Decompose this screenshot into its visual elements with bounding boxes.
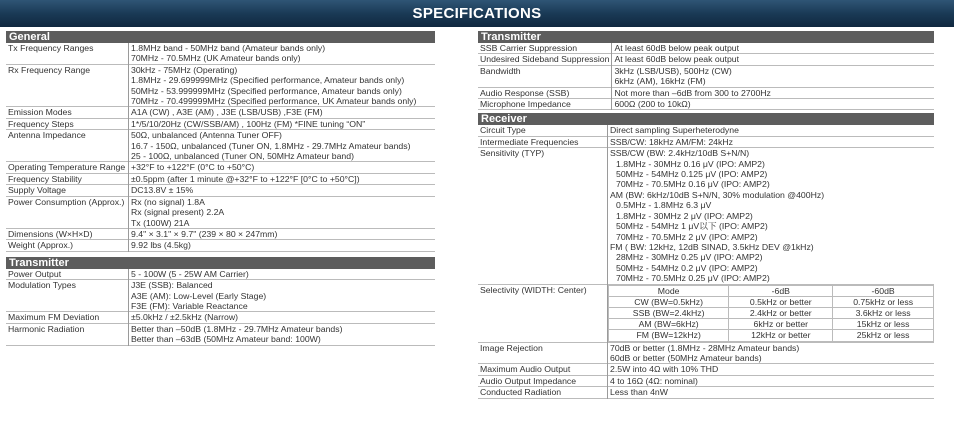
spec-row-selectivity (478, 284, 934, 342)
spec-value-line: A3E (AM): Low-Level (Early Stage) (131, 290, 267, 301)
spec-value-line: 70MHz - 70.499999MHz (Specified performance, UK Amateur bands only) (131, 96, 417, 107)
spec-value-line: Direct sampling Superheterodyne (610, 125, 739, 136)
spec-value-line: 50Ω, unbalanced (Antenna Tuner OFF) (131, 130, 282, 141)
spec-value-line: 70MHz - 70.5MHz (UK Amateur bands only) (131, 53, 301, 64)
spec-row (478, 148, 934, 284)
spec-value-line: 28MHz - 30MHz 0.25 μV (IPO: AMP2) (616, 252, 763, 263)
spec-label: Harmonic Radiation (6, 323, 129, 345)
spec-label: Intermediate Frequencies (478, 136, 608, 147)
spec-value-line: Tx (100W) 21A (131, 217, 190, 228)
spec-row (6, 196, 435, 228)
spec-value-line: SSB/CW: 18kHz AM/FM: 24kHz (610, 136, 733, 147)
spec-value-line: 50MHz - 54MHz 0.2 μV (IPO: AMP2) (616, 262, 758, 273)
selectivity-cell: CW (BW=0.5kHz) (609, 296, 729, 307)
selectivity-cell: FM (BW=12kHz) (609, 330, 729, 341)
section-header-receiver: Receiver (478, 113, 934, 125)
transmitter-continued-table (478, 43, 934, 110)
selectivity-cell: SSB (BW=2.4kHz) (609, 307, 729, 318)
spec-value-line: 9.92 lbs (4.5kg) (131, 240, 191, 251)
selectivity-cell: 15kHz or less (833, 319, 934, 330)
selectivity-table (608, 285, 934, 342)
spec-value (612, 65, 934, 87)
spec-value-line: Not more than –6dB from 300 to 2700Hz (614, 87, 771, 98)
spec-row (6, 269, 435, 280)
spec-label: Circuit Type (478, 125, 608, 136)
spec-label: Dimensions (W×H×D) (6, 228, 129, 239)
spec-value-line: A1A (CW) , A3E (AM) , J3E (LSB/USB) ,F3E (FM) (131, 107, 323, 118)
spec-label: Rx Frequency Range (6, 64, 129, 107)
section-header-transmitter: Transmitter (6, 257, 435, 269)
general-table (6, 43, 435, 252)
spec-row (478, 387, 934, 398)
spec-value-line: AM (BW: 6kHz/10dB S+N/N, 30% modulation @400Hz) (610, 189, 825, 200)
spec-label: Modulation Types (6, 280, 129, 312)
selectivity-cell: 25kHz or less (833, 330, 934, 341)
selectivity-cell: 6kHz or better (729, 319, 833, 330)
transmitter-table (6, 269, 435, 346)
spec-value (129, 196, 436, 228)
spec-label: Frequency Steps (6, 118, 129, 129)
spec-label: Maximum Audio Output (478, 364, 608, 375)
page-title: SPECIFICATIONS (412, 5, 542, 22)
spec-value-line: 70MHz - 70.5MHz 0.16 μV (IPO: AMP2) (616, 179, 770, 190)
selectivity-header-cell: -6dB (729, 285, 833, 296)
spec-label: Bandwidth (478, 65, 612, 87)
selectivity-row (609, 296, 934, 307)
spec-label: Weight (Approx.) (6, 240, 129, 251)
spec-label: Tx Frequency Ranges (6, 43, 129, 64)
spec-value (129, 280, 436, 312)
spec-row (478, 375, 934, 386)
spec-value-line: 9.4" × 3.1" × 9.7" (239 × 80 × 247mm) (131, 228, 278, 239)
selectivity-cell: 0.75kHz or less (833, 296, 934, 307)
spec-label: Selectivity (WIDTH: Center) (478, 284, 608, 342)
selectivity-header-cell: -60dB (833, 285, 934, 296)
spec-row (6, 130, 435, 162)
spec-value-line: 16.7 - 150Ω, unbalanced (Tuner ON, 1.8MHz - 29.7MHz Amateur bands) (131, 140, 411, 151)
spec-row (6, 118, 435, 129)
spec-value (608, 375, 935, 386)
selectivity-row (609, 307, 934, 318)
selectivity-cell: 12kHz or better (729, 330, 833, 341)
spec-value-line: 60dB or better (50MHz Amateur bands) (610, 352, 762, 363)
spec-value-line: At least 60dB below peak output (614, 43, 740, 53)
spec-value (612, 43, 934, 54)
spec-value (612, 87, 934, 98)
spec-row (6, 280, 435, 312)
spec-row (6, 323, 435, 345)
spec-label: Operating Temperature Range (6, 162, 129, 173)
spec-label: Microphone Impedance (478, 99, 612, 110)
spec-value-line: 30kHz - 75MHz (Operating) (131, 64, 238, 75)
spec-value-line: 70MHz - 70.5MHz 2 μV (IPO: AMP2) (616, 231, 758, 242)
spec-value (129, 185, 436, 196)
spec-label: SSB Carrier Suppression (478, 43, 612, 54)
spec-value (129, 64, 436, 107)
spec-value (129, 323, 436, 345)
spec-value-line: 25 - 100Ω, unbalanced (Tuner ON, 50MHz Amateur band) (131, 151, 354, 162)
spec-value-line: 70dB or better (1.8MHz - 28MHz Amateur bands) (610, 342, 800, 353)
selectivity-row (609, 319, 934, 330)
spec-value (129, 269, 436, 280)
section-header-general: General (6, 31, 435, 43)
spec-value-line: DC13.8V ± 15% (131, 185, 194, 196)
spec-label: Power Consumption (Approx.) (6, 196, 129, 228)
spec-value (129, 43, 436, 64)
spec-value-line: +32°F to +122°F (0°C to +50°C) (131, 162, 255, 173)
spec-value (129, 228, 436, 239)
spec-row (6, 228, 435, 239)
spec-value (608, 342, 935, 364)
spec-value-line: Rx (signal present) 2.2A (131, 207, 225, 218)
spec-label: Undesired Sideband Suppression (478, 54, 612, 65)
spec-row (478, 342, 934, 364)
selectivity-cell: 3.6kHz or less (833, 307, 934, 318)
spec-row (6, 64, 435, 107)
spec-value-line: Better than –63dB (50MHz Amateur band: 100W) (131, 334, 321, 345)
spec-value (129, 312, 436, 323)
spec-value-line: J3E (SSB): Balanced (131, 280, 213, 291)
spec-label: Power Output (6, 269, 129, 280)
spec-label: Maximum FM Deviation (6, 312, 129, 323)
spec-value-line: FM ( BW: 12kHz, 12dB SINAD, 3.5kHz DEV @1kHz) (610, 241, 814, 252)
spec-row (478, 364, 934, 375)
spec-row (478, 99, 934, 110)
spec-row (6, 173, 435, 184)
spec-value (612, 99, 934, 110)
spec-value (129, 240, 436, 251)
spec-value-line: 3kHz (LSB/USB), 500Hz (CW) (614, 65, 732, 76)
spec-label: Audio Output Impedance (478, 375, 608, 386)
receiver-table (478, 125, 934, 398)
spec-value-line: 6kHz (AM), 16kHz (FM) (614, 76, 706, 87)
spec-value-line: 50MHz - 53.999999MHz (Specified performance, Amateur bands only) (131, 85, 402, 96)
spec-label: Audio Response (SSB) (478, 87, 612, 98)
spec-label: Supply Voltage (6, 185, 129, 196)
spec-value-line: SSB/CW (BW: 2.4kHz/10dB S+N/N) (610, 148, 750, 159)
spec-label: Frequency Stability (6, 173, 129, 184)
spec-value (129, 118, 436, 129)
spec-value (608, 387, 935, 398)
spec-row (478, 87, 934, 98)
spec-row (6, 312, 435, 323)
spec-row (478, 43, 934, 54)
spec-value-line: 1*/5/10/20Hz (CW/SSB/AM) , 100Hz (FM) *FINE tuning “ON” (131, 118, 366, 129)
selectivity-header-cell: Mode (609, 285, 729, 296)
spec-row (6, 162, 435, 173)
spec-row (6, 43, 435, 64)
spec-value-line: ±0.5ppm (after 1 minute @+32°F to +122°F [0°C to +50°C]) (131, 173, 360, 184)
spec-row (478, 65, 934, 87)
spec-row (6, 185, 435, 196)
spec-value-line: 1.8MHz - 29.699999MHz (Specified performance, Amateur bands only) (131, 75, 405, 86)
spec-value-line: 70MHz - 70.5MHz 0.25 μV (IPO: AMP2) (616, 273, 770, 284)
spec-value (608, 125, 935, 136)
spec-row (478, 54, 934, 65)
selectivity-cell: AM (BW=6kHz) (609, 319, 729, 330)
spec-value (129, 107, 436, 118)
spec-value-line: 4 to 16Ω (4Ω: nominal) (610, 375, 698, 386)
spec-value-line: Rx (no signal) 1.8A (131, 196, 205, 207)
spec-label: Image Rejection (478, 342, 608, 364)
spec-value-line: ±5.0kHz / ±2.5kHz (Narrow) (131, 312, 239, 323)
title-banner (0, 0, 954, 27)
spec-value-line: 0.5MHz - 1.8MHz 6.3 μV (616, 200, 712, 211)
spec-value (612, 54, 934, 65)
spec-value (608, 148, 935, 284)
selectivity-row (609, 330, 934, 341)
spec-value (129, 130, 436, 162)
right-column (478, 31, 934, 399)
spec-value-line: At least 60dB below peak output (614, 54, 740, 65)
spec-value (608, 136, 935, 147)
spec-label: Antenna Impedance (6, 130, 129, 162)
spec-row (6, 107, 435, 118)
spec-row (478, 136, 934, 147)
spec-value-line: 50MHz - 54MHz 1 μV以下 (IPO: AMP2) (616, 221, 768, 232)
spec-label: Sensitivity (TYP) (478, 148, 608, 284)
spec-value-line: 5 - 100W (5 - 25W AM Carrier) (131, 268, 249, 279)
spec-value-line: 1.8MHz - 30MHz 2 μV (IPO: AMP2) (616, 210, 753, 221)
spec-value-line: F3E (FM): Variable Reactance (131, 300, 248, 311)
spec-row (478, 125, 934, 136)
selectivity-cell: 0.5kHz or better (729, 296, 833, 307)
spec-value-line: Less than 4nW (610, 387, 668, 398)
spec-value-line: 1.8MHz - 30MHz 0.16 μV (IPO: AMP2) (616, 158, 765, 169)
spec-value-line: Better than –50dB (1.8MHz - 29.7MHz Amateur bands) (131, 323, 343, 334)
spec-label: Conducted Radiation (478, 387, 608, 398)
spec-value-line: 50MHz - 54MHz 0.125 μV (IPO: AMP2) (616, 169, 768, 180)
spec-value (129, 162, 436, 173)
spec-value-line: 1.8MHz band - 50MHz band (Amateur bands only) (131, 43, 326, 53)
selectivity-header-row (609, 285, 934, 296)
left-column (6, 31, 435, 346)
spec-value (129, 173, 436, 184)
spec-label: Emission Modes (6, 107, 129, 118)
selectivity-cell: 2.4kHz or better (729, 307, 833, 318)
spec-value (608, 364, 935, 375)
spec-value-line: 600Ω (200 to 10kΩ) (614, 99, 691, 110)
section-header-transmitter-continued: Transmitter (478, 31, 934, 43)
spec-row (6, 240, 435, 251)
spec-value-line: 2.5W into 4Ω with 10% THD (610, 364, 719, 375)
